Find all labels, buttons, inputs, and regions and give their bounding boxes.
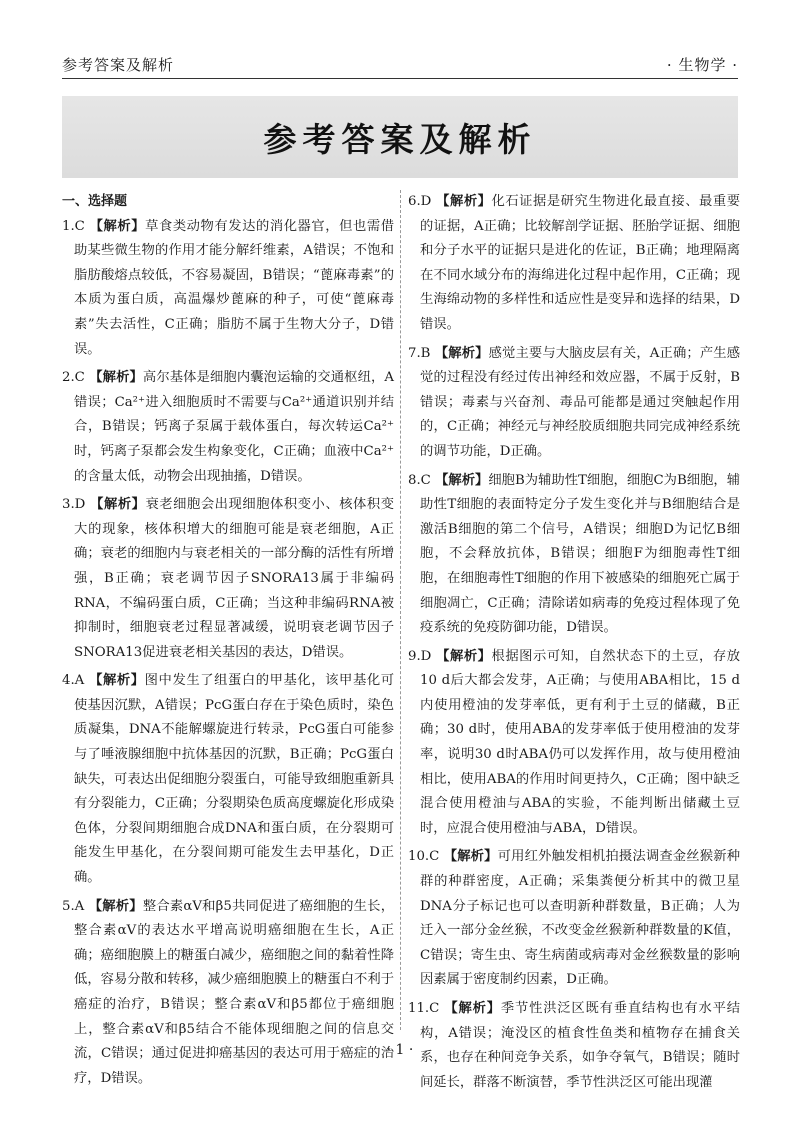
answer-item — [408, 190, 740, 338]
answer-item — [408, 845, 740, 993]
analysis-text: 图中发生了组蛋白的甲基化，该甲基化可使基因沉默，A错误；PcG蛋白存在于染色质时，染色质凝集，DNA不能解螺旋进行转录，PcG蛋白可能参与了唾液腺细胞中抗体基因的沉默，B正确；PcG蛋白缺失，可表达出促细胞分裂蛋白，可能导致细胞重新具有分裂能力，C正确；分裂期染色质高度螺旋化形成染色体，分裂间期细胞合成DNA和蛋白质，在分裂期可能发生甲基化，在分裂间期可能发生去甲基化，D正确。 — [74, 673, 395, 886]
analysis-text: 衰老细胞会出现细胞体积变小、核体积变大的现象，核体积增大的细胞可能是衰老细胞，A正确；衰老的细胞内与衰老相关的一部分酶的活性有所增强，B正确；衰老调节因子SNORA13属于非编码RNA，不编码蛋白质，C正确；当这种非编码RNA被抑制时，细胞衰老过程显著减缓，说明衰老调节因子SNORA13促进衰老相关基因的表达，D错误。 — [74, 497, 395, 660]
analysis-tag: 【解析】 — [89, 673, 145, 689]
analysis-text: 化石证据是研究生物进化最直接、最重要的证据，A正确；比较解剖学证据、胚胎学证据、细胞和分子水平的证据只是进化的佐证，B正确；地理隔离在不同水域分布的海绵进化过程中起作用，C正确；现生海绵动物的多样性和适应性是变异和选择的结果，D错误。 — [420, 194, 741, 332]
analysis-text: 细胞B为辅助性T细胞，细胞C为B细胞，辅助性T细胞的表面特定分子发生变化并与B细胞结合是激活B细胞的第二个信号，A错误；细胞D为记忆B细胞，不会释放抗体，B错误；细胞F为细胞毒性T细胞，在细胞毒性T细胞的作用下被感染的细胞死亡属于细胞凋亡，C正确；清除诺如病毒的免疫过程体现了免疫系统的免疫防御功能，D错误。 — [420, 472, 740, 636]
answer-number: 3.D — [62, 497, 86, 513]
analysis-text: 季节性洪泛区既有垂直结构也有水平结构，A错误；淹没区的植食性鱼类和植物存在捕食关系，也存在种间竞争关系，如争夺氧气，B错误；随时间延长，群落不断演替，季节性洪泛区可能出现灌 — [420, 1001, 740, 1090]
answer-number: 1.C — [62, 218, 85, 234]
analysis-tag: 【解析】 — [88, 898, 143, 914]
analysis-text: 感觉主要与大脑皮层有关，A正确；产生感觉的过程没有经过传出神经和效应器，不属于反射，B错误；毒素与兴奋剂、毒品可能都是通过突触起作用的，C正确；神经元与神经胶质细胞共同完成神经系统的调节功能，D正确。 — [420, 345, 741, 459]
analysis-text: 整合素αV和β5共同促进了癌细胞的生长，整合素αV的表达水平增高说明癌细胞在生长，A正确；癌细胞膜上的糖蛋白减少，癌细胞之间的黏着性降低，容易分散和转移，减少癌细胞膜上的糖蛋白不利于癌症的治疗，B错误；整合素αV和β5都位于癌细胞上，整合素αV和β5结合不能体现细胞之间的信息交流，C错误；通过促进抑癌基因的表达可用于癌症的治疗，D错误。 — [74, 898, 394, 1086]
answer-number: 5.A — [62, 898, 85, 914]
analysis-tag: 【解析】 — [436, 194, 492, 209]
answer-item — [62, 895, 394, 1092]
analysis-tag: 【解析】 — [434, 345, 489, 361]
page-title: 参考答案及解析 — [263, 120, 537, 159]
analysis-text: 草食类动物有发达的消化器官，但也需借助某些微生物的作用才能分解纤维素，A错误；不饱和脂肪酸熔点较低，不容易凝固，B错误；“蓖麻毒素”的本质为蛋白质，高温爆炒蓖麻的种子，可使“蓖麻毒素”失去活性，C正确；脂肪不属于生物大分子，D错误。 — [74, 218, 395, 357]
left-answer-list — [62, 215, 394, 1092]
analysis-tag: 【解析】 — [444, 1001, 501, 1016]
column-divider — [400, 190, 401, 1030]
answer-item — [62, 366, 394, 489]
analysis-tag: 【解析】 — [435, 472, 489, 488]
answer-item — [408, 469, 740, 641]
analysis-text: 可用红外触发相机拍摄法调查金丝猴新种群的种群密度，A正确；采集粪便分析其中的微卫星DNA分子标记也可以查明新种群数量，B正确；人为迁入一部分金丝猴，不改变金丝猴新种群数量的K值，C错误；寄生虫、寄生病菌或病毒对金丝猴数量的影响因素属于密度制约因素，D正确。 — [420, 849, 741, 988]
answer-number: 8.C — [408, 472, 431, 488]
right-column — [408, 190, 740, 1099]
answer-item — [62, 669, 394, 890]
answer-number: 7.B — [408, 345, 431, 361]
analysis-tag: 【解析】 — [436, 648, 492, 664]
answer-number: 11.C — [408, 1001, 440, 1016]
answer-item — [62, 215, 394, 363]
header-title: 参考答案及解析 — [62, 56, 175, 74]
section-title: 一、选择题 — [62, 194, 128, 209]
title-banner — [62, 96, 738, 178]
answer-number: 9.D — [408, 648, 432, 664]
answer-number: 2.C — [62, 370, 85, 386]
answer-item — [408, 342, 740, 465]
analysis-text: 高尔基体是细胞内囊泡运输的交通枢纽，A错误；Ca²⁺进入细胞质时不需要与Ca²⁺通道识别并结合，B错误；钙离子泵属于载体蛋白，每次转运Ca²⁺时，钙离子泵都会发生构象变化，C正确；血液中Ca²⁺的含量太低，动物会出现抽搐，D错误。 — [74, 370, 395, 484]
page-header — [62, 48, 738, 79]
right-answer-list — [408, 190, 740, 1095]
answer-number: 10.C — [408, 849, 440, 865]
answer-number: 4.A — [62, 673, 85, 689]
analysis-tag: 【解析】 — [443, 849, 498, 865]
analysis-tag: 【解析】 — [90, 497, 146, 513]
answer-item — [408, 645, 740, 842]
analysis-tag: 【解析】 — [89, 370, 143, 386]
page-number: · 1 · — [386, 1042, 414, 1058]
left-column — [62, 190, 394, 1095]
analysis-text: 根据图示可知，自然状态下的土豆，存放10 d后大都会发芽，A正确；与使用ABA相比，15 d内使用橙油的发芽率低，更有利于土豆的储藏，B正确；30 d时，使用ABA的发芽率低于使用橙油的发芽率，说明30 d时ABA仍可以发挥作用，故与使用橙油相比，使用ABA的作用时间更持久，C正确；图中缺乏混合使用橙油与ABA的实验，不能判断出储藏土豆时，应混合使用橙油与ABA，D错误。 — [420, 648, 741, 836]
answer-number: 6.D — [408, 194, 432, 209]
header-subject: · 生物学 · — [666, 56, 738, 74]
analysis-tag: 【解析】 — [89, 218, 146, 234]
answer-item — [62, 493, 394, 665]
